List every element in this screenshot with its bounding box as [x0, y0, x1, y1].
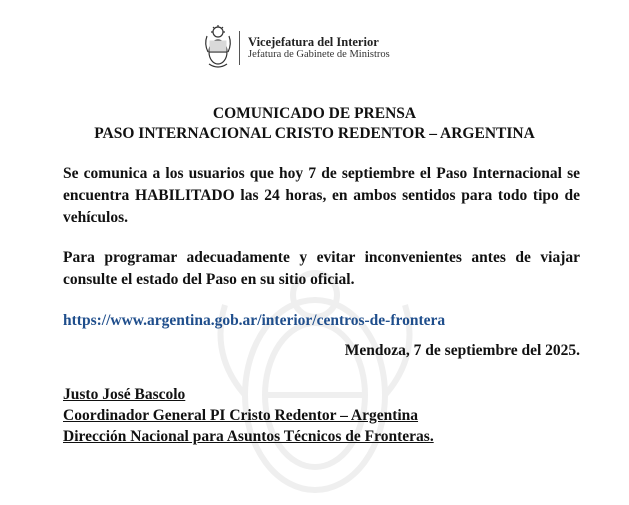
- status-highlight: HABILITADO: [135, 187, 235, 204]
- dateline: Mendoza, 7 de septiembre del 2025.: [344, 342, 580, 359]
- advice-paragraph: Para programar adecuadamente y evitar inconvenientes antes de viajar consulte el estado del Paso en su sitio oficial.: [63, 249, 580, 288]
- letterhead: [203, 24, 390, 72]
- announcement-text-after: las 24 horas, en ambos sentidos para todo tipo de vehículos.: [63, 187, 580, 226]
- announcement-text-before: Se comunica a los usuarios que hoy 7 de septiembre el Paso Internacional se encuentra: [63, 165, 580, 204]
- signer-name: Justo José Bascolo: [63, 386, 186, 403]
- letterhead-subtitle: Jefatura de Gabinete de Ministros: [248, 49, 390, 61]
- official-site-link[interactable]: https://www.argentina.gob.ar/interior/centros-de-frontera: [63, 312, 446, 329]
- signer-role: Coordinador General PI Cristo Redentor – Argentina: [63, 407, 419, 424]
- headline-line-2: PASO INTERNACIONAL CRISTO REDENTOR – ARGENTINA: [94, 125, 535, 142]
- headline-line-1: COMUNICADO DE PRENSA: [212, 105, 417, 122]
- argentina-coat-of-arms-icon: [203, 24, 233, 72]
- letterhead-divider: [239, 31, 240, 65]
- announcement-paragraph: [63, 163, 580, 229]
- signature-block: [63, 384, 434, 447]
- signer-office: Dirección Nacional para Asuntos Técnicos de Fronteras.: [63, 428, 434, 445]
- letterhead-title: Vicejefatura del Interior: [248, 34, 379, 49]
- press-release-headline: [0, 104, 629, 144]
